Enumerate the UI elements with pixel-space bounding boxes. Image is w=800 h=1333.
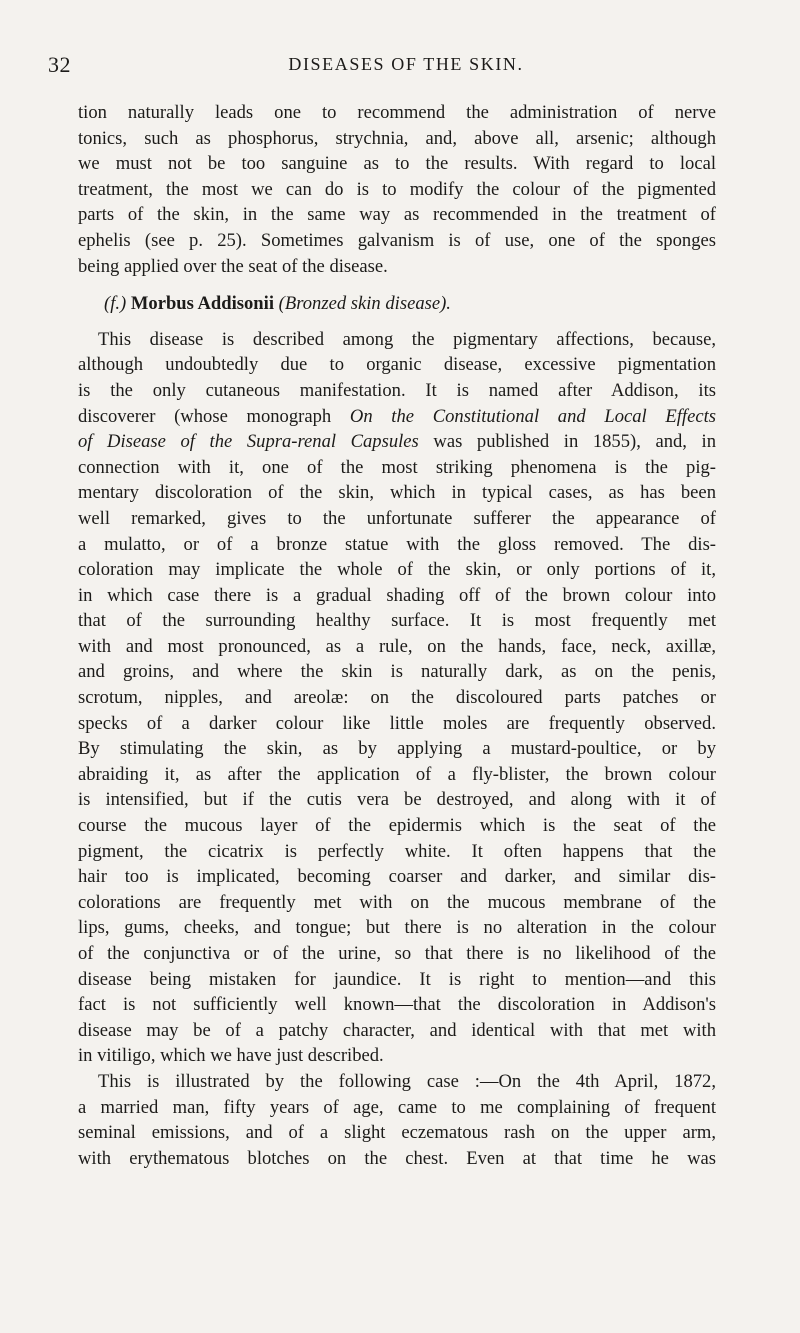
text-line: tonics, such as phosphorus, strychnia, and, above all, arsenic; although [78,127,716,149]
spacer [78,279,716,291]
text-line: with and most pronounced, as a rule, on the hands, face, neck, axillæ, [78,635,716,657]
text-line: treatment, the most we can do is to modify the colour of the pigmented [78,178,716,200]
text-line: specks of a darker colour like little moles are frequently observed. [78,712,716,734]
text-line: being applied over the seat of the disease. [78,255,388,277]
text-line: disease may be of a patchy character, and identical with that met with [78,1019,716,1041]
text-line: hair too is implicated, becoming coarser and darker, and similar dis- [78,866,716,888]
text-line [78,404,716,430]
text-line: seminal emissions, and of a slight eczematous rash on the upper arm, [78,1122,716,1144]
text-line: parts of the skin, in the same way as recommended in the treatment of [78,204,716,226]
text-line: mentary discoloration of the skin, which in typical cases, as has been [78,482,716,504]
text-line: coloration may implicate the whole of the skin, or only portions of it, [78,559,716,581]
section-heading [78,291,716,317]
paragraph-case [78,1069,716,1171]
text-line: in vitiligo, which we have just described. [78,1045,384,1067]
text-line: is intensified, but if the cutis vera be destroyed, and along with it of [78,789,716,811]
text-line [78,429,716,455]
paragraph-continuation [78,100,716,279]
text-fragment: was published in 1855), and, in [433,431,716,453]
text-line: of the conjunctiva or of the urine, so that there is no likelihood of the [78,943,716,964]
text-line: in which case there is a gradual shading off of the brown colour into [78,584,716,606]
text-line: disease being mistaken for jaundice. It is right to mention—and this [78,968,716,990]
text-line: although undoubtedly due to organic disease, excessive pigmentation [78,354,716,376]
text-line: pigment, the cicatrix is perfectly white. It often happens that the [78,840,716,862]
text-line: we must not be too sanguine as to the results. With regard to local [78,153,716,175]
text-line: scrotum, nipples, and areolæ: on the discoloured parts patches or [78,687,716,709]
running-head-title: DISEASES OF THE SKIN. [288,54,524,74]
section-label: (f.) [104,293,127,315]
spacer [78,317,716,327]
text-line: lips, gums, cheeks, and tongue; but there is no alteration in the colour [78,917,716,939]
page-number: 32 [48,52,71,77]
text-line: course the mucous layer of the epidermis which is the seat of the [78,815,716,837]
text-line: with erythematous blotches on the chest. Even at that time he was [78,1147,716,1169]
text-line: fact is not sufficiently well known—that the discoloration in Addison's [78,994,716,1016]
text-line: tion naturally leads one to recommend the administration of nerve [78,102,716,123]
text-line: colorations are frequently met with on the mucous membrane of the [78,891,716,913]
text-line: well remarked, gives to the unfortunate sufferer the appearance of [78,507,716,529]
paragraph-addison [78,327,716,1069]
monograph-title-part: of Disease of the Supra-renal Capsules [78,431,419,453]
running-head [48,52,764,82]
section-subtitle: (Bronzed skin disease). [278,293,451,315]
text-line: is the only cutaneous manifestation. It is named after Addison, its [78,379,716,401]
text-line: that of the surrounding healthy surface. It is most frequently met [78,610,716,632]
text-line: abraiding it, as after the application of a fly-blister, the brown colour [78,763,716,785]
text-line: By stimulating the skin, as by applying a mustard-poultice, or by [78,738,716,760]
text-line: a married man, fifty years of age, came to me complaining of frequent [78,1096,716,1118]
text-fragment: discoverer (whose monograph [78,405,332,427]
text-line: This is illustrated by the following case :—On the 4th April, 1872, [98,1070,716,1092]
body-text [78,100,716,1171]
monograph-title-part: On the Constitutional and Local Effects [349,405,716,427]
text-line: ephelis (see p. 25). Sometimes galvanism is of use, one of the sponges [78,229,716,251]
text-line: This disease is described among the pigmentary affections, because, [98,328,716,350]
text-line: connection with it, one of the most striking phenomena is the pig- [78,456,716,478]
text-line: a mulatto, or of a bronze statue with the gloss removed. The dis- [78,533,716,555]
text-line: and groins, and where the skin is naturally dark, as on the penis, [78,661,716,683]
section-title: Morbus Addisonii [130,293,274,315]
